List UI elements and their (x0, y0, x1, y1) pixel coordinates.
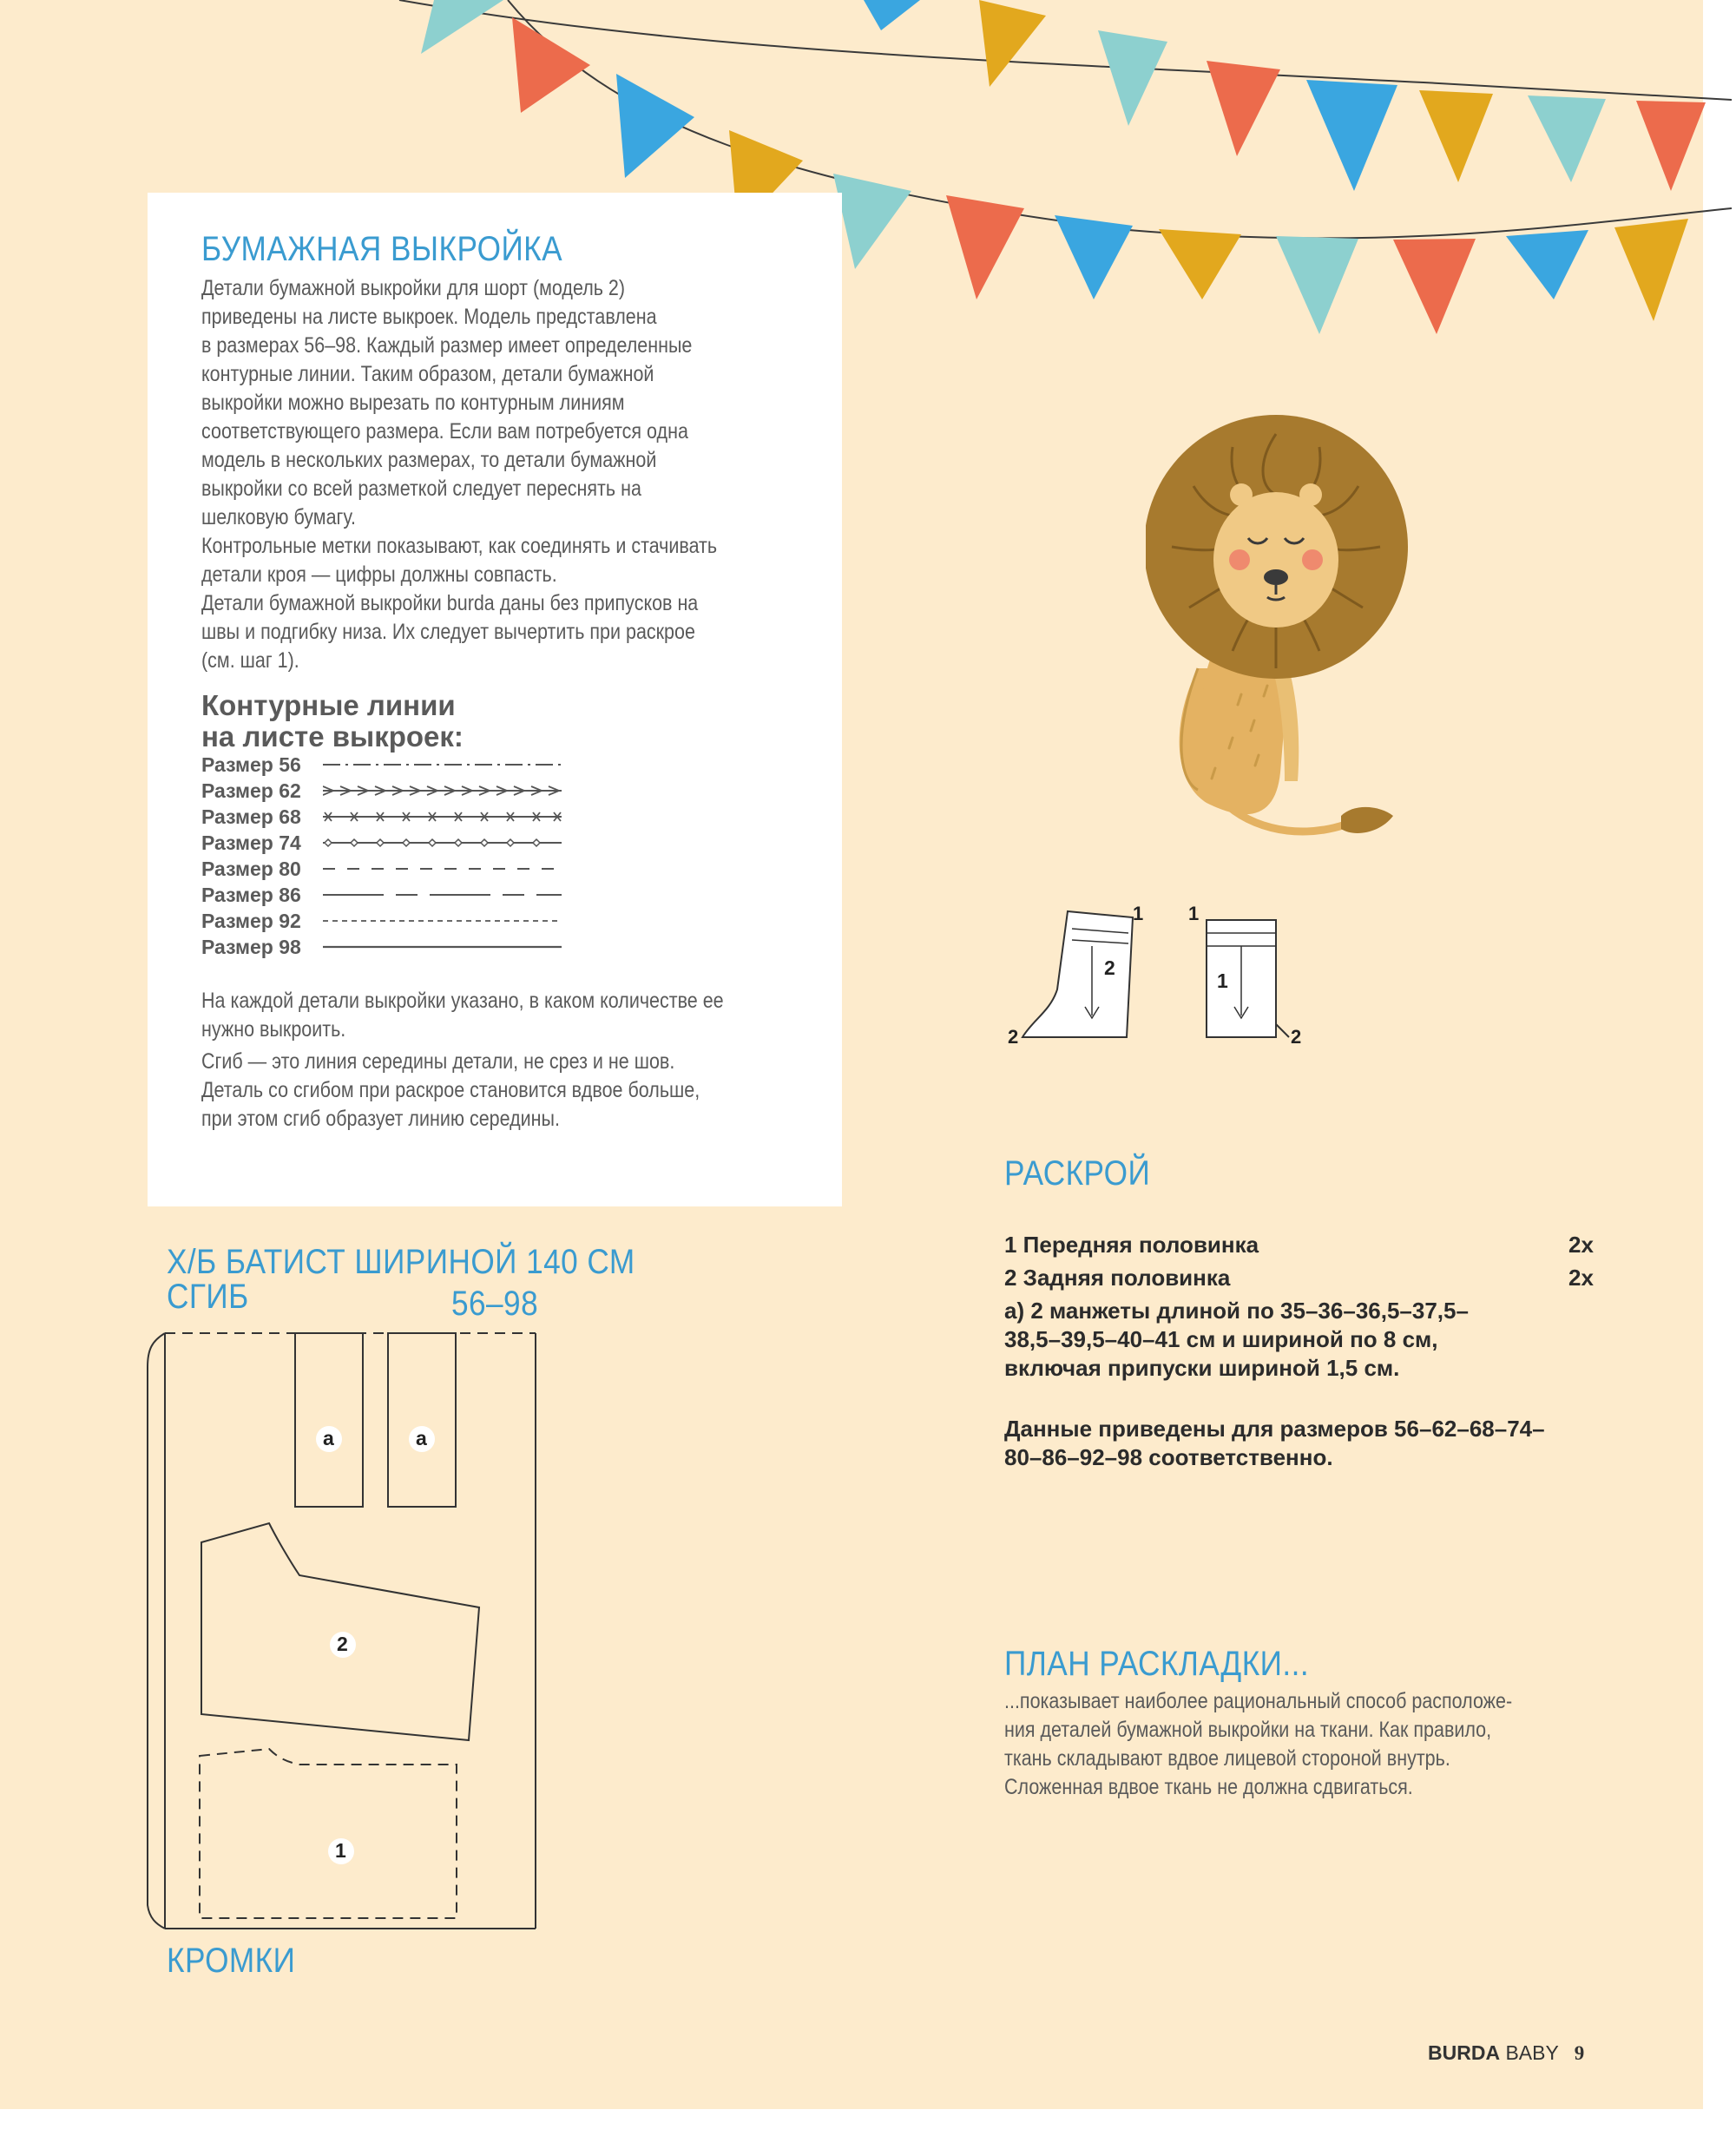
text-line: а) 2 манжеты длиной по 35–36–36,5–37,5– (1004, 1298, 1469, 1324)
text-line: контурные линии. Таким образом, детали бумажной (201, 362, 654, 386)
text-line: нужно выкроить. (201, 1017, 346, 1042)
upper-flags (421, 0, 1706, 191)
text-line: ткань складывают вдвое лицевой стороной внутрь. (1004, 1746, 1450, 1771)
text-line: Детали бумажной выкройки для шорт (модель 2) (201, 276, 626, 300)
cutting-item (1004, 1231, 1595, 1259)
size-label: Размер 80 (201, 857, 301, 880)
paper-pattern-title: БУМАЖНАЯ ВЫКРОЙКА (201, 230, 563, 268)
text-line: выкройки можно вырезать по контурным линиям (201, 391, 625, 415)
back-piece-2 (201, 1523, 479, 1740)
text-line: включая припуски шириной 1,5 см. (1004, 1355, 1400, 1381)
fabric-layout-diagram (139, 1315, 556, 1940)
text-line: швы и подгибку низа. Их следует вычертить при раскрое (201, 620, 695, 644)
text-line: На каждой детали выкройки указано, в каком количестве ее (201, 989, 724, 1013)
size-legend-row (201, 883, 562, 907)
text-line: ния деталей бумажной выкройки на ткани. Как правило, (1004, 1718, 1492, 1742)
cutting-item-qty: 2x (1568, 1265, 1594, 1291)
cuff-piece-a (295, 1333, 363, 1507)
size-label: Размер 86 (201, 883, 301, 906)
text-line: Контрольные метки показывают, как соединять и стачивать (201, 534, 718, 558)
size-label: Размер 92 (201, 909, 301, 932)
piece-label-a: а (416, 1427, 427, 1449)
text-line: соответствующего размера. Если вам потребуется одна (201, 419, 688, 444)
size-label: Размер 62 (201, 779, 301, 802)
text-line: Деталь со сгибом при раскрое становится вдвое больше, (201, 1078, 700, 1102)
size-legend-row (201, 779, 562, 803)
brand-name: BURDA (1428, 2041, 1501, 2064)
chevron-line (323, 785, 562, 797)
size-legend-row (201, 857, 562, 881)
page-number: 9 (1574, 2042, 1585, 2064)
long-short-line (323, 890, 562, 900)
lion-illustration (1146, 408, 1458, 859)
text-line: 80–86–92–98 соответственно. (1004, 1444, 1333, 1470)
size-label: Размер 98 (201, 935, 301, 958)
size-label: Размер 68 (201, 805, 301, 828)
plan-text (1004, 1687, 1556, 1802)
contour-heading-line: Контурные линии (201, 689, 456, 721)
paper-pattern-notes (201, 987, 813, 1134)
size-legend-row (201, 753, 562, 777)
text-line: выкройки со всей разметкой следует переснять на (201, 476, 641, 501)
piece-label-1: 1 (335, 1839, 346, 1862)
notch-mark: 1 (1133, 903, 1144, 924)
dashed-line (323, 864, 562, 874)
thumb-label: 2 (1104, 956, 1115, 979)
text-line: (см. шаг 1). (201, 648, 299, 673)
text-line: при этом сгиб образует линию середины. (201, 1107, 560, 1131)
text-line: шелковую бумагу. (201, 505, 356, 529)
size-legend-row (201, 805, 562, 829)
text-line: ...показывает наиболее рациональный способ расположе- (1004, 1689, 1513, 1713)
fold-label: СГИБ (167, 1278, 249, 1316)
solid-line (323, 942, 562, 952)
text-line: 38,5–39,5–40–41 см и шириной по 8 см, (1004, 1326, 1438, 1352)
size-range-label: 56–98 (451, 1285, 539, 1323)
cross-line (323, 811, 562, 823)
thumb-label: 1 (1217, 969, 1228, 992)
brand-sub: BABY (1505, 2041, 1559, 2064)
size-legend-row (201, 935, 562, 959)
text-line: Сложенная вдвое ткань не должна сдвигаться. (1004, 1775, 1413, 1799)
contour-heading (201, 690, 464, 753)
text-line: в размерах 56–98. Каждый размер имеет определенные (201, 333, 693, 358)
cutting-item-name: 1 Передняя половинка (1004, 1232, 1259, 1258)
text-line: Данные приведены для размеров 56–62–68–74– (1004, 1416, 1545, 1442)
notch-mark: 2 (1291, 1026, 1302, 1048)
text-line: приведены на листе выкроек. Модель представлена (201, 305, 657, 329)
size-legend-row (201, 831, 562, 855)
plan-title: ПЛАН РАСКЛАДКИ... (1004, 1645, 1310, 1683)
text-line: детали кроя — цифры должны совпасть. (201, 562, 557, 587)
contour-heading-line: на листе выкроек: (201, 720, 464, 753)
size-label: Размер 74 (201, 831, 301, 854)
cutting-item-name: 2 Задняя половинка (1004, 1265, 1231, 1291)
size-label: Размер 56 (201, 753, 301, 776)
cutting-title: РАСКРОЙ (1004, 1154, 1151, 1193)
cuffs-note (1004, 1297, 1629, 1383)
piece-label-2: 2 (337, 1633, 348, 1655)
pattern-thumbnails (990, 898, 1319, 1050)
back-piece-thumbnail (1023, 911, 1133, 1037)
text-line: Детали бумажной выкройки burda даны без припусков на (201, 591, 699, 615)
cutting-item-qty: 2x (1568, 1232, 1594, 1258)
sizes-note (1004, 1415, 1629, 1472)
cuff-piece-a (388, 1333, 456, 1507)
notch-mark: 2 (1008, 1026, 1019, 1048)
front-piece-1 (200, 1749, 457, 1918)
paper-pattern-text (201, 274, 813, 675)
diamond-line (323, 837, 562, 849)
cutting-item (1004, 1264, 1595, 1292)
fine-dashed-line (323, 916, 562, 926)
dash-dot-line (323, 759, 562, 770)
piece-label-a: а (323, 1427, 334, 1449)
size-legend-row (201, 909, 562, 933)
fabric-title: Х/Б БАТИСТ ШИРИНОЙ 140 СМ (167, 1243, 635, 1281)
text-line: модель в нескольких размерах, то детали бумажной (201, 448, 657, 472)
notch-mark: 1 (1188, 903, 1200, 924)
text-line: Сгиб — это линия середины детали, не срез и не шов. (201, 1049, 675, 1074)
footer (1428, 2041, 1584, 2065)
selvage-label: КРОМКИ (167, 1942, 296, 1980)
